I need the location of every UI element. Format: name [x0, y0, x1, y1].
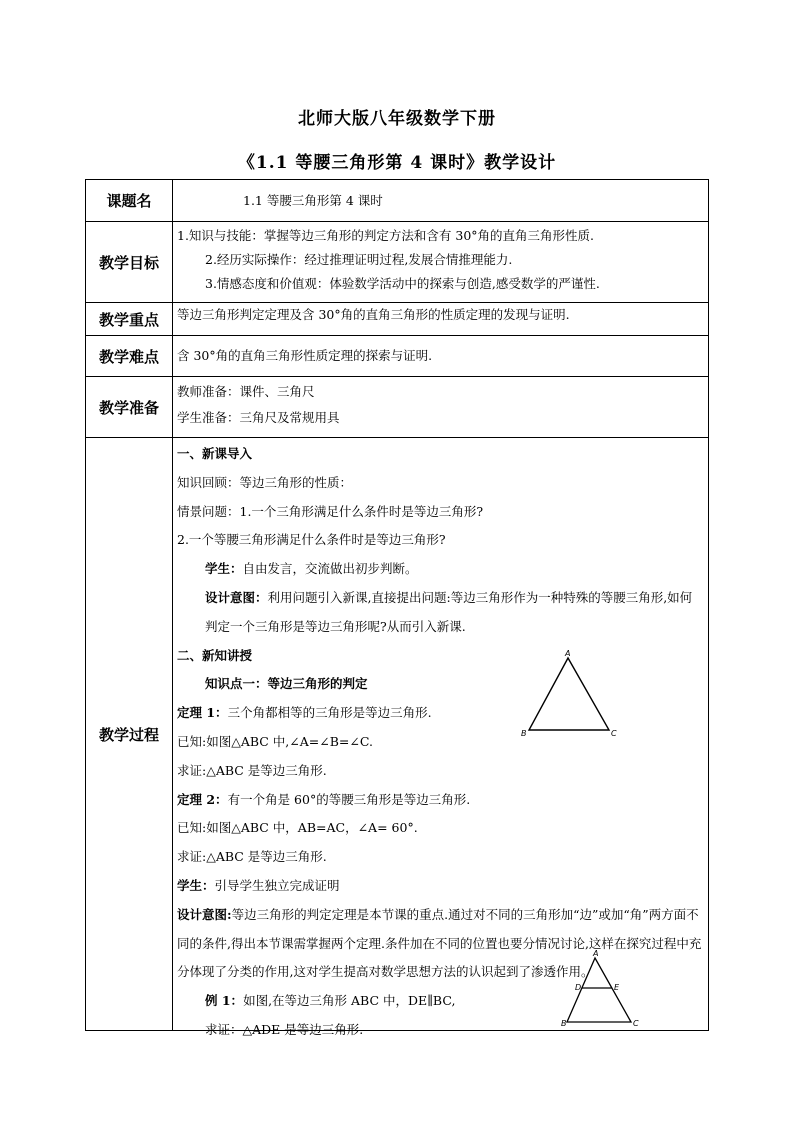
student-label: 学生： [205, 561, 243, 577]
label-difficulty: 教学难点 [86, 336, 173, 377]
goal-item: 2.经历实际操作：经过推理证明过程,发展合情推理能力. [205, 252, 513, 267]
prep-item: 教师准备：课件、三角尺 [177, 384, 315, 399]
design-intent-text: 等边三角形的判定定理是本节课的重点.通过对不同的三角形加“边”或加“角”两方面不同的条件,得出本节课需掌握两个定理.条件加在不同的位置也要分情况讨论,这样在探究过程中充分体现了分类的作用,这对学生提高对数学思想方法的认识起到了渗透作用。 [177, 906, 702, 980]
label-preparation: 教学准备 [86, 377, 173, 438]
student-line [177, 555, 704, 584]
key-points-cell [173, 303, 709, 336]
row-preparation [86, 377, 709, 438]
theorem-text: 三个角都相等的三角形是等边三角形. [227, 705, 432, 721]
prove-line: 求证:△ABC 是等边三角形. [177, 849, 327, 865]
vertex-label-c: C [633, 1019, 639, 1028]
goals-cell [173, 222, 709, 303]
vertex-label-c: C [611, 729, 617, 738]
design-intent-label: 设计意图： [205, 589, 268, 605]
design-intent-label: 设计意图: [177, 906, 232, 922]
theorem-line [177, 786, 704, 815]
question-line: 情景问题：1.一个三角形满足什么条件时是等边三角形? [177, 503, 484, 519]
triangle-abc [529, 658, 609, 730]
row-process [86, 438, 709, 1031]
vertex-label-a: A [565, 650, 571, 658]
theorem-text: 有一个角是 60°的等腰三角形是等边三角形. [227, 791, 471, 807]
section-heading: 一、新课导入 [177, 446, 253, 461]
triangle-parallel-line-figure [559, 950, 649, 1030]
section-heading: 二、新知讲授 [177, 647, 253, 663]
example-label: 例 1： [205, 993, 244, 1009]
theorem-label: 定理 1： [177, 705, 228, 721]
prep-item: 学生准备：三角尺及常规用具 [177, 410, 340, 425]
difficulty-cell [173, 336, 709, 377]
review-line: 知识回顾：等边三角形的性质： [177, 474, 353, 490]
example-prove-line: 求证：△ADE 是等边三角形. [205, 1021, 364, 1037]
goal-item: 3.情感态度和价值观：体验数学活动中的探索与创造,感受数学的严谨性. [205, 276, 600, 291]
document-title: 北师大版八年级数学下册 [298, 109, 496, 129]
vertex-label-b: B [521, 729, 527, 738]
process-cell [173, 438, 709, 1037]
student-line [177, 872, 704, 901]
student-label: 学生： [177, 877, 215, 893]
knowledge-point-heading: 知识点一：等边三角形的判定 [205, 676, 368, 692]
prove-line: 求证:△ABC 是等边三角形. [177, 762, 327, 778]
design-intent-text: 利用问题引入新课,直接提出问题:等边三角形作为一种特殊的等腰三角形,如何判定一个三角形是等边三角形呢?从而引入新课. [205, 589, 693, 634]
vertex-label-b: B [561, 1019, 567, 1028]
row-goals [86, 222, 709, 303]
given-line: 已知:如图△ABC 中,∠A=∠B=∠C. [177, 733, 373, 749]
row-course-name [86, 180, 709, 222]
goal-item: 1.知识与技能：掌握等边三角形的判定方法和含有 30°角的直角三角形性质. [177, 228, 595, 243]
label-key-points: 教学重点 [86, 303, 173, 336]
equilateral-triangle-figure [521, 650, 621, 746]
example-text: 如图,在等边三角形 ABC 中，DE∥BC, [243, 993, 456, 1009]
student-text: 自由发言，交流做出初步判断。 [242, 561, 418, 577]
lesson-plan-table [85, 179, 709, 1037]
preparation-cell [173, 377, 709, 438]
document-subtitle: 《1.1 等腰三角形第 4 课时》教学设计 [237, 153, 557, 173]
row-difficulty [86, 336, 709, 377]
course-name-value: 1.1 等腰三角形第 4 课时 [243, 192, 383, 208]
label-process: 教学过程 [86, 438, 173, 1031]
key-points-text: 等边三角形判定定理及含 30°角的直角三角形的性质定理的发现与证明. [177, 307, 570, 322]
question-line: 2.一个等腰三角形满足什么条件时是等边三角形? [177, 532, 446, 548]
design-intent-paragraph [177, 584, 704, 642]
vertex-label-d: D [575, 983, 582, 992]
student-text: 引导学生独立完成证明 [214, 877, 340, 893]
label-goals: 教学目标 [86, 222, 173, 303]
given-line: 已知:如图△ABC 中，AB=AC，∠A= 60°. [177, 820, 418, 836]
difficulty-text: 含 30°角的直角三角形性质定理的探索与证明. [177, 348, 433, 363]
vertex-label-a: A [593, 950, 599, 958]
theorem-label: 定理 2： [177, 791, 228, 807]
course-name-cell [173, 180, 709, 222]
label-course-name: 课题名 [86, 180, 173, 222]
row-key-points [86, 303, 709, 336]
theorem-line [177, 699, 704, 728]
vertex-label-e: E [614, 983, 620, 992]
